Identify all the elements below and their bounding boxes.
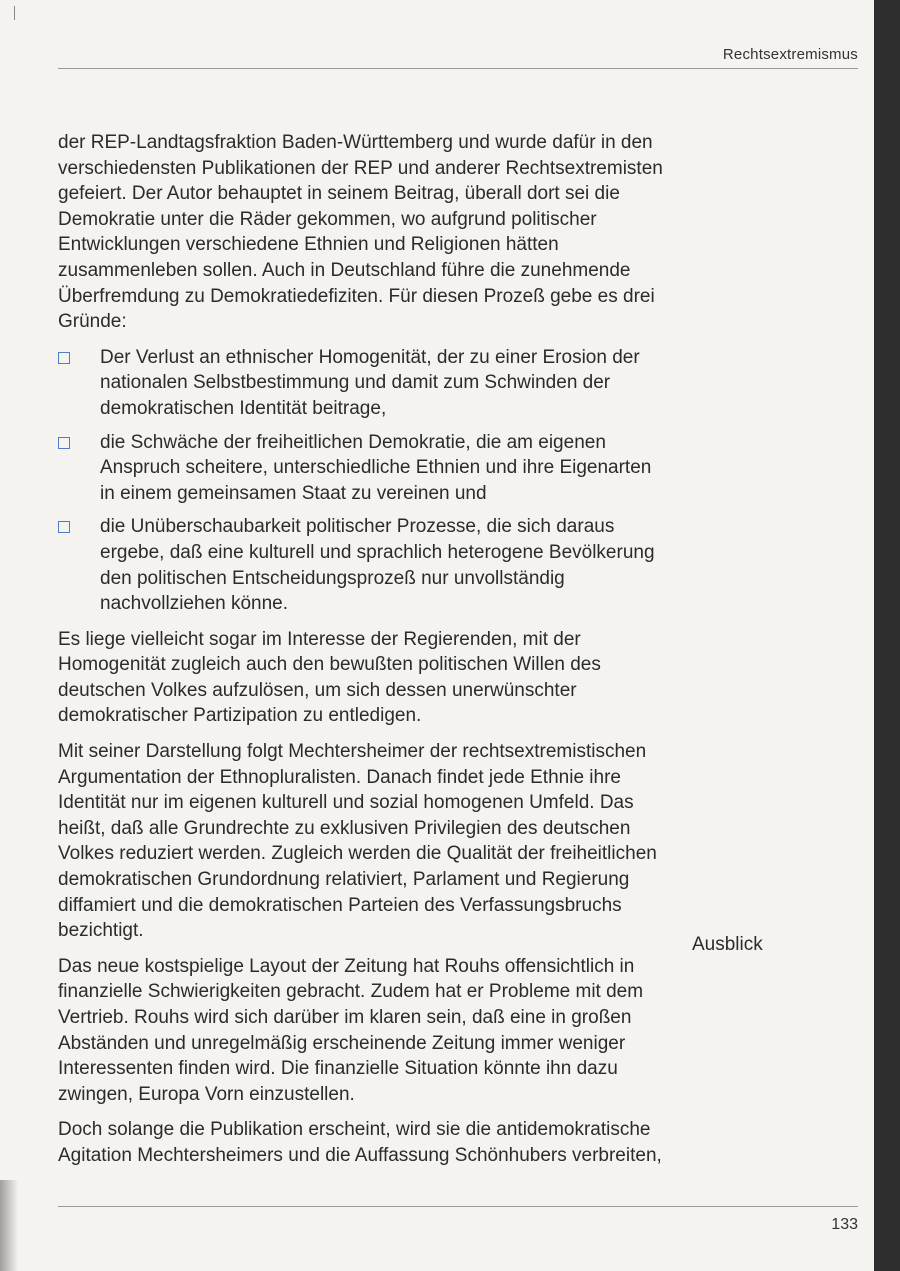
page-number: 133 xyxy=(831,1216,858,1233)
list-item xyxy=(58,345,670,422)
paragraph: Doch solange die Publikation erscheint, wird sie die antidemokratische Agitation Mechtersheimers und die Auffassung Schönhubers verbreiten, xyxy=(58,1119,662,1166)
checkbox-square-icon xyxy=(58,437,70,449)
paragraph: Es liege vielleicht sogar im Interesse der Regierenden, mit der Homogenität zugleich auch den bewußten politischen Willen des deutschen Volkes aufzulösen, um sich dessen unerwünschter demokratischer Partizipation zu entledigen. xyxy=(58,628,601,727)
margin-note: Ausblick xyxy=(692,934,763,955)
list-item-text: die Unüberschaubarkeit politischer Prozesse, die sich daraus ergebe, daß eine kulturell und sprachlich heterogene Bevölkerung den politischen Entscheidungsprozeß nur unvollständig nachvollziehen könne. xyxy=(100,516,655,615)
paragraph: Das neue kostspielige Layout der Zeitung hat Rouhs offensichtlich in finanzielle Schwierigkeiten gebracht. Zudem hat er Probleme mit dem Vertrieb. Rouhs wird sich darüber im klaren sein, daß eine in großen Abständen und unregelmäßig erscheinende Zeitung immer weniger Interessenten finden wird. Die finanzielle Situation könnte ihn dazu zwingen, Europa Vorn einzustellen. xyxy=(58,955,644,1105)
paragraph: der REP-Landtagsfraktion Baden-Württemberg und wurde dafür in den verschiedensten Publikationen der REP und anderer Rechtsextremisten gefeiert. Der Autor behauptet in seinem Beitrag, überall dort sei die Demokratie unter die Räder gekommen, wo aufgrund politischer Entwicklungen verschiedene Ethnien und Religionen hätten zusammenleben sollen. Auch in Deutschland führe die zunehmende Überfremdung zu Demokratiedefiziten. Für diesen Prozeß gebe es drei Gründe: xyxy=(58,132,663,333)
paragraph: Mit seiner Darstellung folgt Mechtersheimer der rechtsextremistischen Argumentation der Ethnopluralisten. Danach findet jede Ethnie ihre Identität nur im eigenen kulturell und sozial homogenen Umfeld. Das heißt, daß alle Grundrechte zu exklusiven Privilegien des deutschen Volkes reduziert werden. Zugleich werden die Qualität der freiheitlichen demokratischen Grundordnung relativiert, Parlament und Regierung diffamiert und die demokratischen Parteien des Verfassungsbruchs bezichtigt. xyxy=(58,741,657,942)
list-item-text: die Schwäche der freiheitlichen Demokratie, die am eigenen Anspruch scheitere, unterschiedliche Ethnien und ihre Eigenarten in einem gemeinsamen Staat zu vereinen und xyxy=(100,431,652,504)
list-item xyxy=(58,430,670,507)
checkbox-square-icon xyxy=(58,352,70,364)
book-spine-edge xyxy=(874,0,900,1271)
list-item-text: Der Verlust an ethnischer Homogenität, der zu einer Erosion der nationalen Selbstbestimmung und damit zum Schwinden der demokratischen Identität beitrage, xyxy=(100,346,640,419)
bullet-list xyxy=(58,345,670,617)
page-edge-shadow xyxy=(0,1180,18,1271)
running-head: Rechtsextremismus xyxy=(722,46,858,63)
list-item xyxy=(58,514,670,616)
footer-rule xyxy=(58,1206,858,1207)
checkbox-square-icon xyxy=(58,521,70,533)
crop-mark xyxy=(14,6,15,20)
header-rule xyxy=(58,68,858,69)
main-text-column xyxy=(58,130,670,1179)
